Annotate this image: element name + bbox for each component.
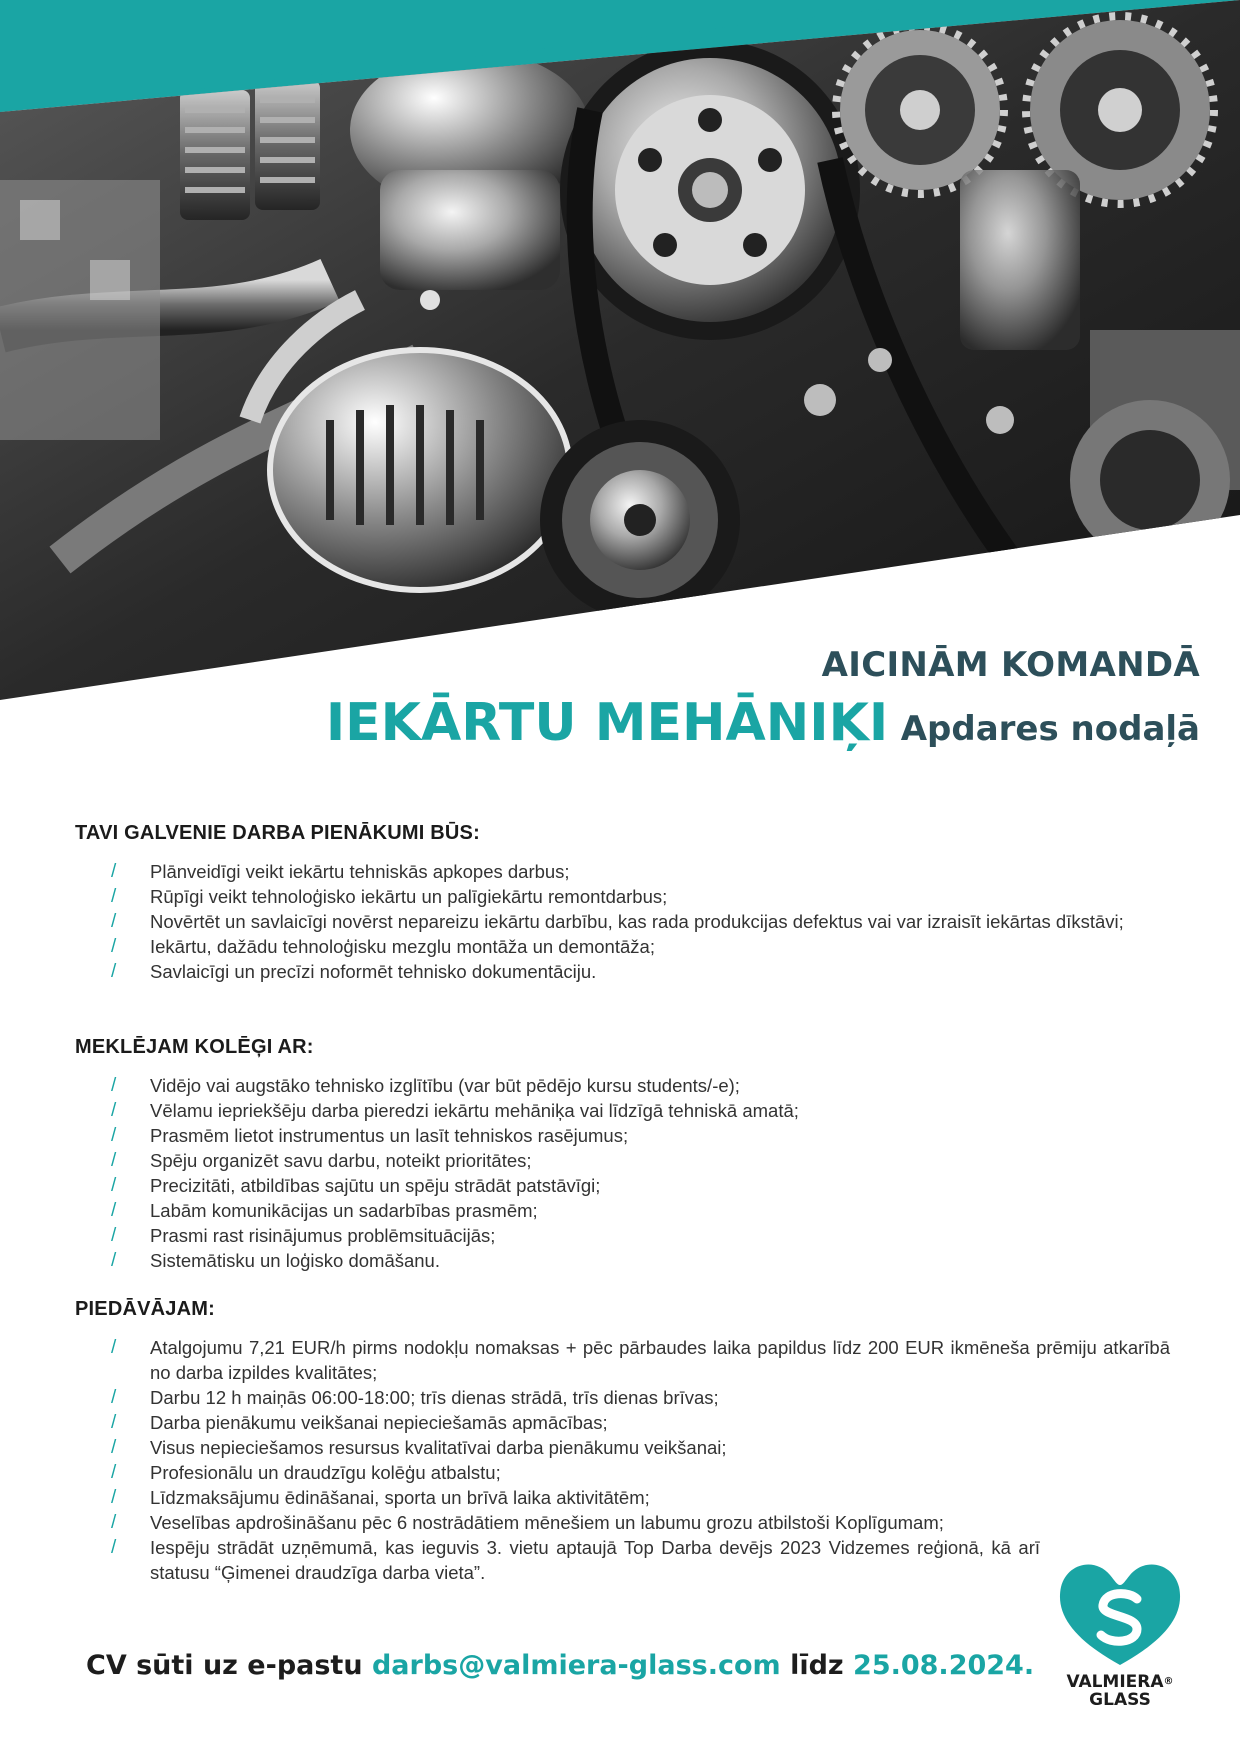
list-item: / Veselības apdrošināšanu pēc 6 nostrādātiem mēnešiem un labumu grozu atbilstoši Koplīgumam; (111, 1512, 944, 1533)
list-item: / Savlaicīgi un precīzi noformēt tehnisko dokumentāciju. (111, 961, 597, 982)
list-item: / Atalgojumu 7,21 EUR/h pirms nodokļu nomaksas + pēc pārbaudes laika papildus līdz 200 EUR ikmēneša prēmiju atkarībā no darba izpildes kvalitātes; (111, 1337, 1170, 1383)
slash-bullet-icon: / (111, 1437, 117, 1458)
slash-bullet-icon: / (111, 1337, 117, 1358)
logo-wordmark: VALMIERA® GLASS (1066, 1672, 1174, 1710)
list-item: / Labām komunikācijas un sadarbības prasmēm; (111, 1200, 538, 1221)
list-item: / Vidējo vai augstāko tehnisko izglītību (var būt pēdējo kursu students/-e); (111, 1075, 740, 1096)
offer-section (75, 1298, 1170, 1585)
slash-bullet-icon: / (111, 1250, 117, 1271)
job-header (326, 645, 1200, 753)
list-item: / Iespēju strādāt uzņēmumā, kas ieguvis 3. vietu aptaujā Top Darba devējs 2023 Vidzemes reģionā, kā arī statusu “Ģimenei draudzīga darba vieta”. (111, 1537, 1040, 1583)
list-item: / Sistemātisku un loģisko domāšanu. (111, 1250, 440, 1271)
slash-bullet-icon: / (111, 1512, 117, 1533)
slash-bullet-icon: / (111, 1200, 117, 1221)
list-item: / Prasmi rast risinājumus problēmsituācijās; (111, 1225, 496, 1246)
slash-bullet-icon: / (111, 1537, 117, 1558)
duties-section (75, 822, 1170, 984)
slash-bullet-icon: / (111, 1412, 117, 1433)
email-link[interactable]: darbs@valmiera-glass.com (371, 1650, 781, 1681)
list-item: / Prasmēm lietot instrumentus un lasīt tehniskos rasējumus; (111, 1125, 629, 1146)
slash-bullet-icon: / (111, 1225, 117, 1246)
deadline-date: 25.08.2024. (853, 1650, 1035, 1681)
list-item: / Rūpīgi veikt tehnoloģisko iekārtu un palīgiekārtu remontdarbus; (111, 886, 668, 907)
requirements-heading: MEKLĒJAM KOLĒĢI AR: (75, 1036, 314, 1058)
slash-bullet-icon: / (111, 1487, 117, 1508)
list-item: / Precizitāti, atbildības sajūtu un spēju strādāt patstāvīgi; (111, 1175, 601, 1196)
department-name: Apdares nodaļā (900, 709, 1200, 749)
valmiera-glass-logo (1055, 1555, 1185, 1735)
requirements-section (75, 1036, 1170, 1273)
logo-heart-icon (1055, 1555, 1185, 1670)
cv-middle: līdz (790, 1650, 844, 1681)
list-item: / Darba pienākumu veikšanai nepieciešamās apmācības; (111, 1412, 608, 1433)
slash-bullet-icon: / (111, 1075, 117, 1096)
offer-list (75, 1335, 1170, 1585)
list-item: / Vēlamu iepriekšēju darba pieredzi iekārtu mehāniķa vai līdzīgā tehniskā amatā; (111, 1100, 799, 1121)
slash-bullet-icon: / (111, 861, 117, 882)
cv-prefix: CV sūti uz e-pastu (86, 1650, 363, 1681)
job-title: IEKĀRTU MEHĀNIĶI (325, 693, 889, 753)
list-item: / Spēju organizēt savu darbu, noteikt prioritātes; (111, 1150, 532, 1171)
slash-bullet-icon: / (111, 1150, 117, 1171)
list-item: / Visus nepieciešamos resursus kvalitatīvai darba pienākumu veikšanai; (111, 1437, 727, 1458)
slash-bullet-icon: / (111, 886, 117, 907)
list-item: / Līdzmaksājumu ēdināšanai, sporta un brīvā laika aktivitātēm; (111, 1487, 650, 1508)
requirements-list (75, 1073, 1170, 1273)
hero-engine-image (0, 0, 1240, 700)
list-item: / Darbu 12 h maiņās 06:00-18:00; trīs dienas strādā, trīs dienas brīvas; (111, 1387, 719, 1408)
slash-bullet-icon: / (111, 1462, 117, 1483)
slash-bullet-icon: / (111, 936, 117, 957)
list-item: / Plānveidīgi veikt iekārtu tehniskās apkopes darbus; (111, 861, 570, 882)
header-kicker: AICINĀM KOMANDĀ (821, 645, 1200, 685)
slash-bullet-icon: / (111, 1125, 117, 1146)
offer-heading: PIEDĀVĀJAM: (75, 1298, 215, 1320)
slash-bullet-icon: / (111, 911, 117, 932)
duties-heading: TAVI GALVENIE DARBA PIENĀKUMI BŪS: (75, 822, 480, 844)
slash-bullet-icon: / (111, 961, 117, 982)
duties-list (75, 859, 1170, 984)
list-item: / Iekārtu, dažādu tehnoloģisku mezglu montāža un demontāža; (111, 936, 655, 957)
slash-bullet-icon: / (111, 1100, 117, 1121)
slash-bullet-icon: / (111, 1175, 117, 1196)
slash-bullet-icon: / (111, 1387, 117, 1408)
cv-contact-line (86, 1650, 1034, 1681)
list-item: / Novērtēt un savlaicīgi novērst nepareizu iekārtu darbību, kas rada produkcijas defektus vai var izraisīt iekārtas dīkstāvi; (111, 911, 1124, 932)
list-item: / Profesionālu un draudzīgu kolēģu atbalstu; (111, 1462, 501, 1483)
